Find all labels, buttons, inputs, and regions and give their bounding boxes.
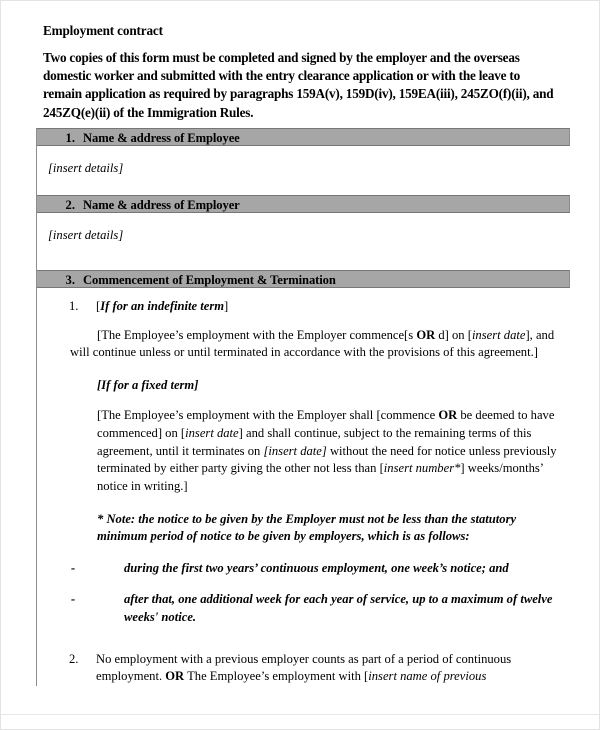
insert-date-placeholder-2: [insert date]	[263, 443, 327, 458]
para-text-1: [The Employee’s employment with the Employer commence[s	[97, 327, 417, 342]
section-label: Name & address of Employer	[83, 198, 240, 213]
fixed-term-heading	[97, 377, 570, 394]
insert-date-placeholder: insert date	[471, 327, 526, 342]
section-number: 1.	[65, 131, 75, 146]
bullet-dash-icon: -	[71, 592, 76, 607]
or-keyword: OR	[416, 327, 436, 342]
section-body-employer[interactable]	[37, 213, 570, 270]
insert-details-employee: [insert details]	[48, 161, 124, 176]
para-text-3: ] and shall continue, subject to the remaining terms of this agreement, until it terminates on	[97, 426, 532, 458]
clause-2-marker: 2.	[69, 651, 79, 666]
insert-name-placeholder: insert name of previous	[368, 669, 487, 684]
section-header-commencement	[37, 270, 570, 288]
clause-1-marker: 1.	[69, 299, 79, 314]
para-text-1: No employment with a previous employer counts as part of a period of continuous employment.	[96, 651, 512, 684]
list-item	[71, 560, 575, 578]
para-text-4: without the need for notice unless previously terminated by either party giving the other not less than [	[97, 443, 557, 476]
page-content	[29, 23, 570, 686]
insert-details-employer: [insert details]	[48, 228, 124, 243]
section-body-commencement	[37, 288, 570, 686]
clause-1-title: If for an indefinite term	[100, 299, 225, 314]
section-number: 2.	[65, 198, 75, 213]
section-number: 3.	[65, 273, 75, 288]
para-text-2: d] on [	[435, 327, 472, 342]
para-text-1: [The Employee’s employment with the Employer shall [commence	[97, 408, 439, 423]
statutory-notice-note: * Note: the notice to be given by the Employer must not be less than the statutory minimum period of notice to be given by employers, which is as follows:	[97, 511, 517, 544]
indefinite-term-paragraph	[70, 327, 565, 362]
clause-2-paragraph	[37, 651, 577, 686]
bullet-dash-icon: -	[71, 560, 76, 575]
clause-1-heading	[37, 298, 570, 315]
bullet-text: after that, one additional week for each year of service, up to a maximum of twelve weeks' notice.	[124, 592, 553, 625]
fixed-term-paragraph	[97, 407, 567, 495]
insert-number-placeholder: insert number*	[383, 461, 461, 476]
page-bottom-clip	[1, 714, 600, 729]
list-item	[71, 591, 575, 626]
para-text-2: be deemed to have commenced] on [	[97, 408, 555, 441]
bracket-close: ]	[224, 299, 229, 314]
para-text-3: ], and will continue unless or until terminated in accordance with the provisions of this agreement.]	[70, 327, 555, 360]
or-keyword: OR	[438, 408, 458, 423]
section-header-employee	[37, 128, 570, 146]
bracket-open: [	[96, 299, 101, 314]
para-text-5: ] weeks/months’ notice in writing.]	[97, 461, 544, 493]
para-text-2: The Employee’s employment with [	[184, 669, 369, 684]
insert-date-placeholder-1: insert date	[185, 426, 239, 441]
bullet-text: during the first two years’ continuous employment, one week’s notice; and	[124, 560, 509, 575]
section-label: Commencement of Employment & Termination	[83, 273, 336, 288]
section-header-employer	[37, 195, 570, 213]
section-body-employee[interactable]	[37, 146, 570, 195]
intro-paragraph: Two copies of this form must be completed and signed by the employer and the overseas domestic worker and submitted with the entry clearance application or with the leave to remain application as required by paragraphs 159A(v), 159D(iv), 159EA(iii), 245ZO(f)(ii), and 245ZQ(e)(ii) of the Immigration Rules.	[43, 49, 554, 120]
contract-table	[36, 128, 570, 686]
page-title: Employment contract	[43, 23, 163, 38]
section-label: Name & address of Employee	[83, 131, 240, 146]
fixed-term-heading-text: [If for a fixed term]	[97, 378, 199, 393]
or-keyword: OR	[165, 669, 185, 684]
